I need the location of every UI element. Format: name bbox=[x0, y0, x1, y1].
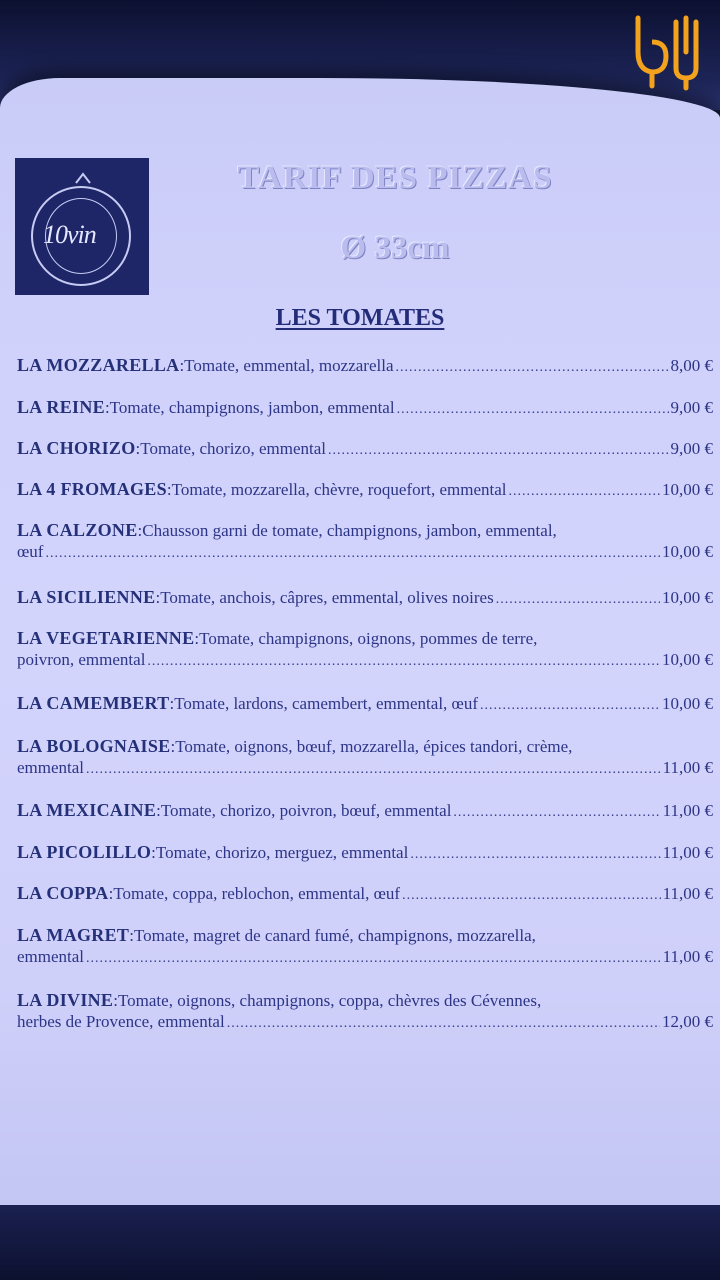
item-name: LA MEXICAINE bbox=[17, 800, 157, 820]
item-description: Tomate, oignons, champignons, coppa, chèvres des Cévennes, bbox=[117, 991, 542, 1010]
logo-text: 10vin bbox=[43, 220, 96, 249]
item-name: LA PICOLILLO bbox=[17, 842, 152, 862]
item-description: Tomate, coppa, reblochon, emmental, œuf bbox=[113, 884, 401, 903]
item-name: LA SICILIENNE bbox=[17, 587, 156, 607]
menu-item-vegetarienne: LA VEGETARIENNE : Tomate, champignons, oignons, pommes de terre, poivron, emmental ..... 10,00 € bbox=[17, 628, 713, 672]
item-price: 10,00 € bbox=[662, 480, 713, 499]
menu-item-sicilienne: LA SICILIENNE : Tomate, anchois, câpres, emmental, olives noires ..... 10,00 € bbox=[17, 587, 713, 609]
restaurant-logo bbox=[15, 158, 149, 295]
item-price: 11,00 € bbox=[662, 884, 713, 903]
item-description: Chausson garni de tomate, champignons, jambon, emmental, bbox=[142, 521, 557, 540]
item-name: LA DIVINE bbox=[17, 990, 114, 1010]
item-name: LA BOLOGNAISE bbox=[17, 736, 171, 756]
item-price: 11,00 € bbox=[662, 947, 713, 966]
section-heading: LES TOMATES bbox=[275, 305, 445, 331]
item-description: Tomate, chorizo, poivron, bœuf, emmental bbox=[160, 801, 452, 820]
leader-dots bbox=[147, 654, 660, 670]
pizza-size: Ø 33cm bbox=[340, 230, 450, 266]
item-price: 10,00 € bbox=[662, 588, 713, 607]
menu-item-mexicaine: LA MEXICAINE : Tomate, chorizo, poivron, bœuf, emmental ..... 11,00 € bbox=[17, 800, 713, 822]
menu-item-magret: LA MAGRET : Tomate, magret de canard fumé, champignons, mozzarella, emmental ..... 11,00 € bbox=[17, 925, 713, 969]
menu-title: TARIF DES PIZZAS bbox=[237, 160, 553, 196]
leader-dots bbox=[453, 805, 660, 821]
item-name: LA 4 FROMAGES bbox=[17, 479, 167, 499]
item-name: LA CAMEMBERT bbox=[17, 693, 170, 713]
leader-dots bbox=[86, 951, 661, 967]
menu-item-calzone: LA CALZONE : Chausson garni de tomate, champignons, jambon, emmental, œuf ..... 10,00 € bbox=[17, 520, 713, 564]
item-price: 11,00 € bbox=[662, 758, 713, 777]
item-price: 8,00 € bbox=[670, 356, 713, 375]
item-price: 9,00 € bbox=[670, 398, 713, 417]
item-price: 10,00 € bbox=[662, 694, 713, 713]
item-description: Tomate, mozzarella, chèvre, roquefort, emmental bbox=[171, 480, 507, 499]
logo-hat-icon bbox=[75, 172, 91, 184]
leader-dots bbox=[496, 592, 660, 608]
menu-item-reine: LA REINE : Tomate, champignons, jambon, emmental ..... 9,00 € bbox=[17, 397, 713, 419]
menu-item-chorizo: LA CHORIZO : Tomate, chorizo, emmental ..... 9,00 € bbox=[17, 438, 713, 460]
item-name: LA CHORIZO bbox=[17, 438, 136, 458]
menu-item-divine: LA DIVINE : Tomate, oignons, champignons, coppa, chèvres des Cévennes, herbes de Provence, emmental ..... 12,00 € bbox=[17, 990, 713, 1034]
leader-dots bbox=[410, 847, 660, 863]
leader-dots bbox=[402, 888, 661, 904]
menu-item-picolillo: LA PICOLILLO : Tomate, chorizo, merguez, emmental ..... 11,00 € bbox=[17, 842, 713, 864]
menu-item-4-fromages: LA 4 FROMAGES : Tomate, mozzarella, chèvre, roquefort, emmental ..... 10,00 € bbox=[17, 479, 713, 501]
item-name: LA MAGRET bbox=[17, 925, 130, 945]
item-description-cont: œuf bbox=[17, 542, 44, 561]
item-price: 11,00 € bbox=[662, 843, 713, 862]
leader-dots bbox=[328, 443, 668, 459]
leader-dots bbox=[86, 762, 661, 778]
leader-dots bbox=[45, 546, 660, 562]
leader-dots bbox=[227, 1016, 660, 1032]
item-name: LA VEGETARIENNE bbox=[17, 628, 195, 648]
item-description-cont: poivron, emmental bbox=[17, 650, 146, 669]
leader-dots bbox=[396, 360, 669, 376]
item-description: Tomate, chorizo, emmental bbox=[140, 439, 327, 458]
background-bottom bbox=[0, 1205, 720, 1280]
menu-item-bolognaise: LA BOLOGNAISE : Tomate, oignons, bœuf, mozzarella, épices tandori, crème, emmental ..... 11,00 € bbox=[17, 736, 713, 780]
item-description-cont: herbes de Provence, emmental bbox=[17, 1012, 225, 1031]
item-description: Tomate, champignons, oignons, pommes de terre, bbox=[199, 629, 538, 648]
item-name: LA COPPA bbox=[17, 883, 109, 903]
menu-item-camembert: LA CAMEMBERT : Tomate, lardons, camembert, emmental, œuf ..... 10,00 € bbox=[17, 693, 713, 715]
item-description: Tomate, magret de canard fumé, champignons, mozzarella, bbox=[133, 926, 536, 945]
item-description: Tomate, emmental, mozzarella bbox=[184, 356, 394, 375]
item-price: 10,00 € bbox=[662, 650, 713, 669]
menu-item-mozzarella: LA MOZZARELLA : Tomate, emmental, mozzarella ..... 8,00 € bbox=[17, 355, 713, 377]
item-description: Tomate, anchois, câpres, emmental, olives noires bbox=[160, 588, 494, 607]
leader-dots bbox=[397, 402, 669, 418]
item-description: Tomate, champignons, jambon, emmental bbox=[109, 398, 395, 417]
leader-dots bbox=[480, 698, 660, 714]
leader-dots bbox=[509, 484, 660, 500]
item-name: LA REINE bbox=[17, 397, 105, 417]
fork-watermark-icon bbox=[632, 12, 704, 92]
item-description: Tomate, lardons, camembert, emmental, œuf bbox=[174, 694, 478, 713]
item-price: 9,00 € bbox=[670, 439, 713, 458]
menu-item-coppa: LA COPPA : Tomate, coppa, reblochon, emmental, œuf ..... 11,00 € bbox=[17, 883, 713, 905]
item-price: 10,00 € bbox=[662, 542, 713, 561]
item-price: 11,00 € bbox=[662, 801, 713, 820]
item-description-cont: emmental bbox=[17, 947, 85, 966]
item-description: Tomate, oignons, bœuf, mozzarella, épices tandori, crème, bbox=[175, 737, 573, 756]
item-description: Tomate, chorizo, merguez, emmental bbox=[155, 843, 409, 862]
item-description-cont: emmental bbox=[17, 758, 85, 777]
item-name: LA MOZZARELLA bbox=[17, 355, 180, 375]
item-price: 12,00 € bbox=[662, 1012, 713, 1031]
item-name: LA CALZONE bbox=[17, 520, 138, 540]
